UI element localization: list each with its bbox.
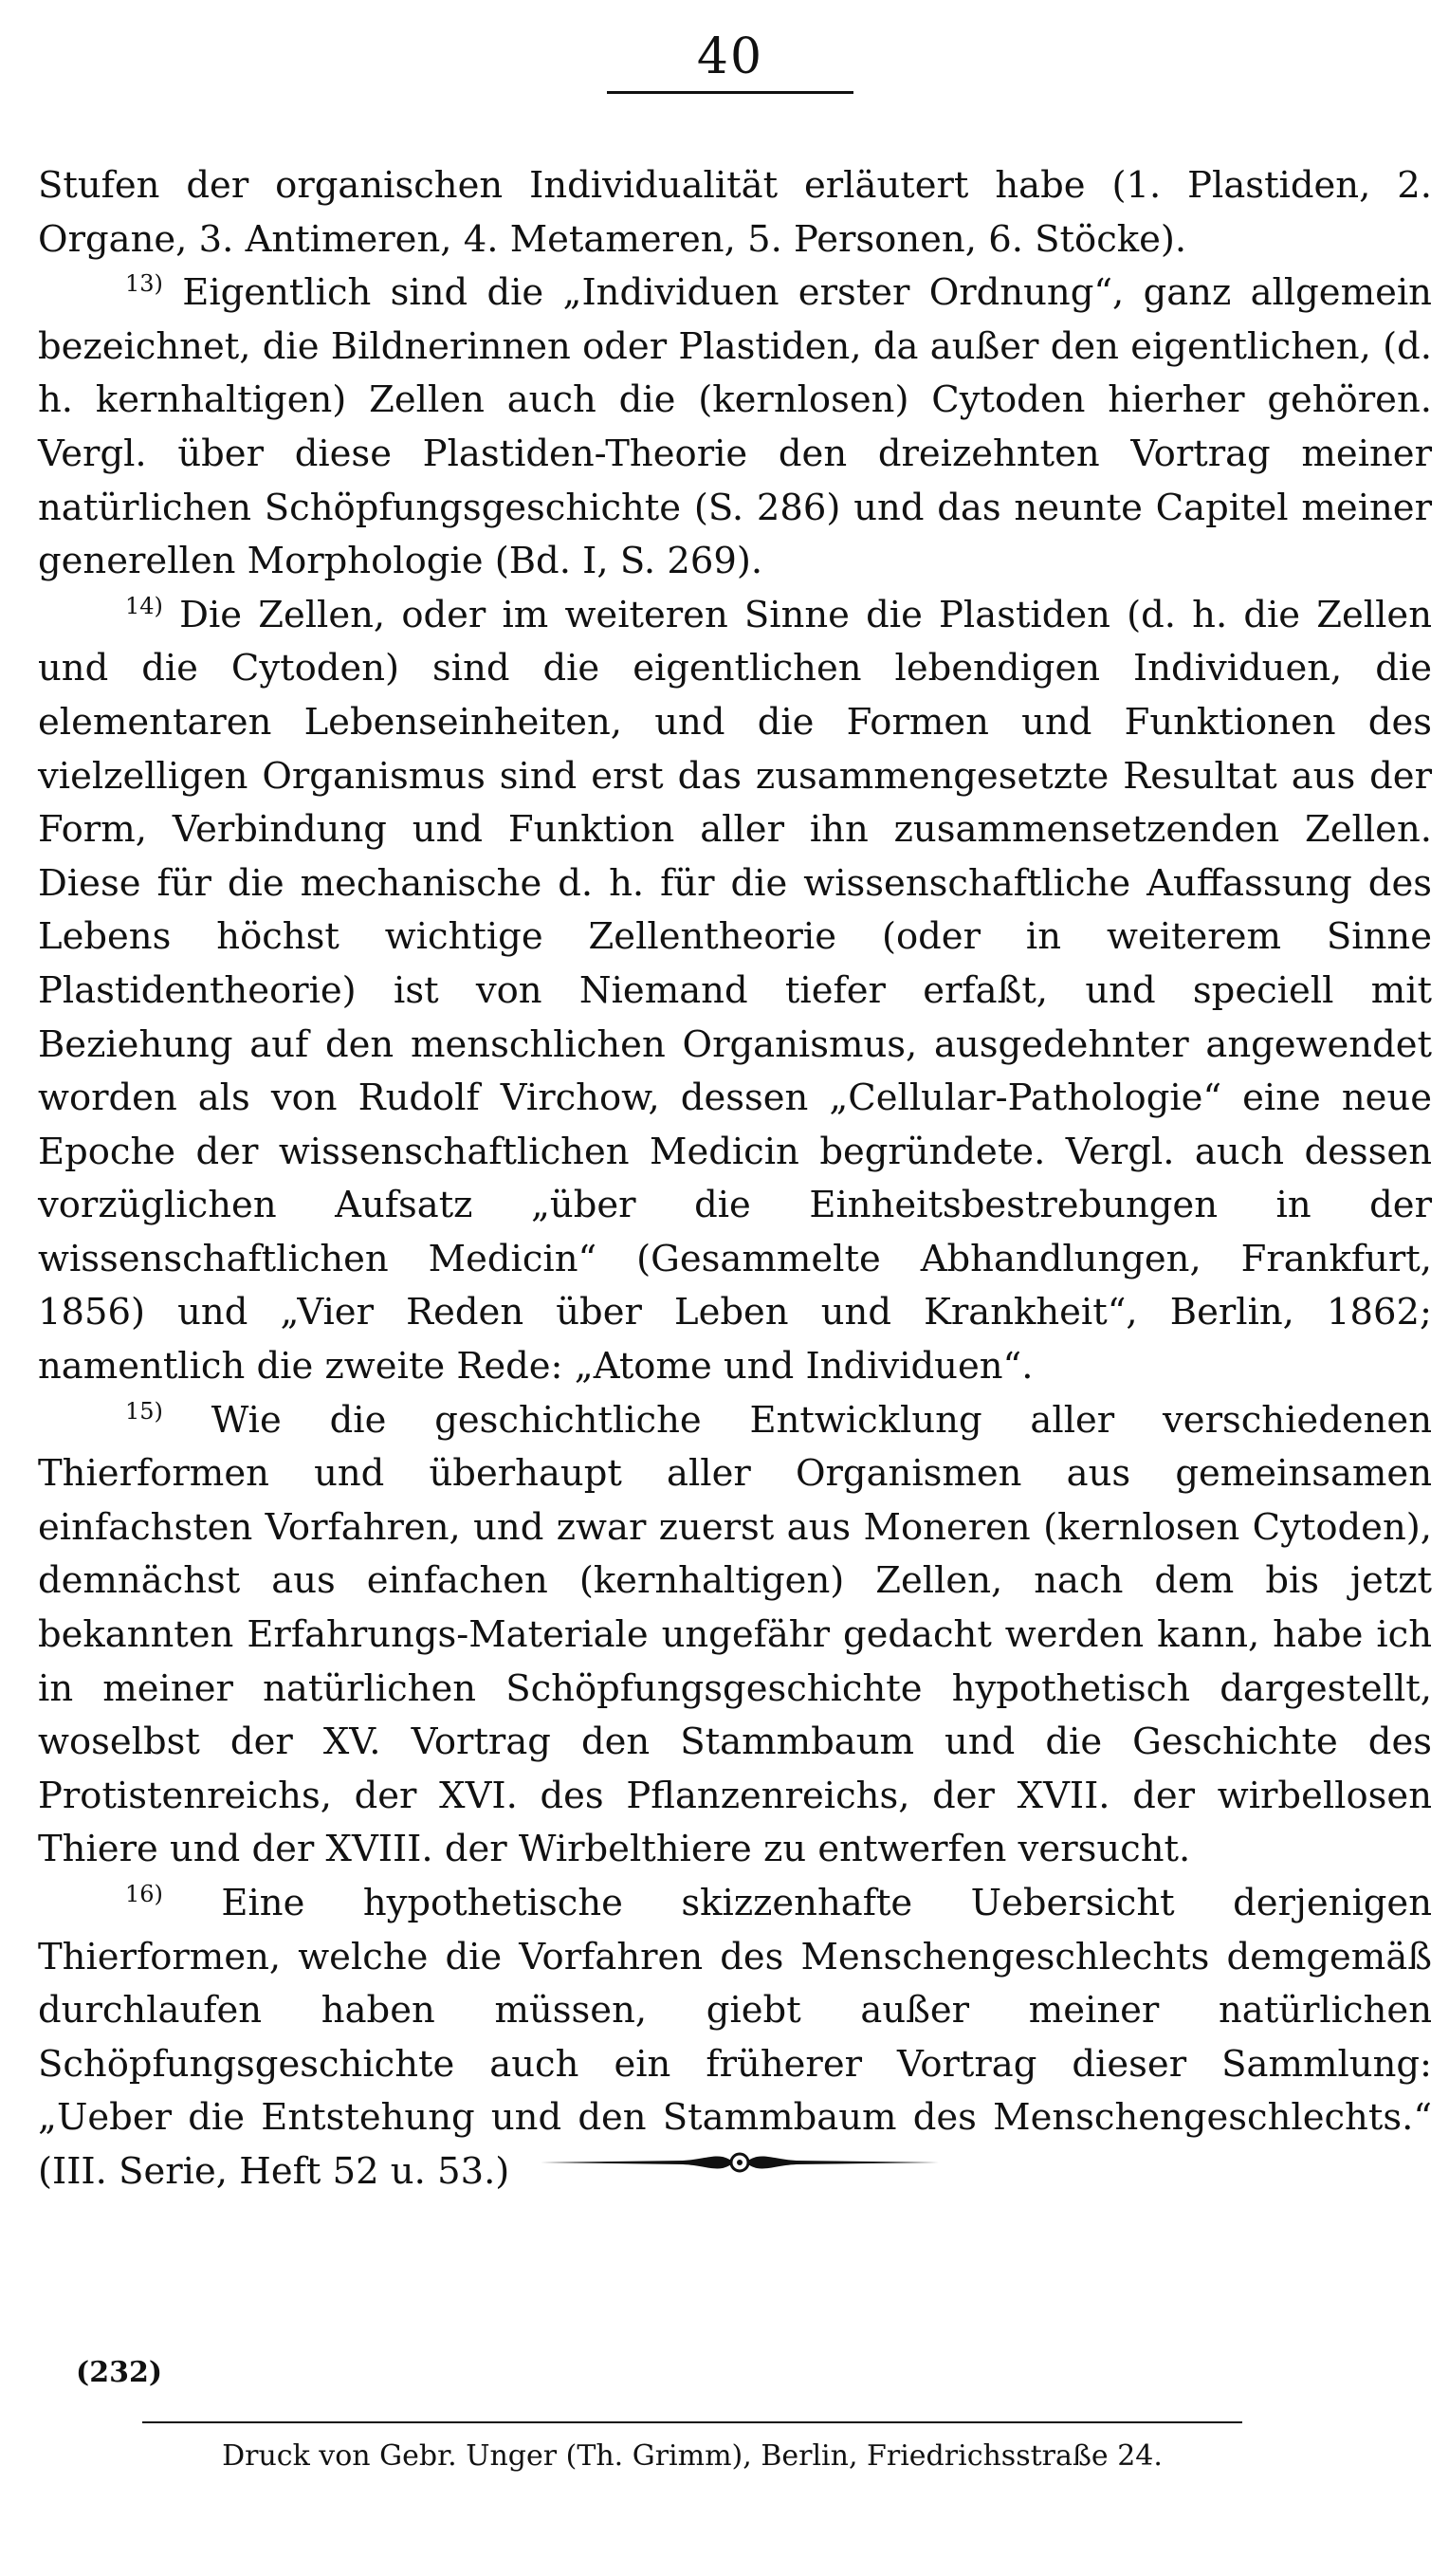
continued-paragraph: Stufen der organischen Individualität erläutert habe (1. Plastiden, 2. Organe, 3. Antimeren, 4. Metameren, 5. Personen, 6. Stöcke). xyxy=(38,164,1432,261)
page-number: 40 xyxy=(696,28,764,85)
end-ornament-icon xyxy=(541,2134,939,2191)
footnote-14 xyxy=(38,589,1432,1394)
printer-imprint: Druck von Gebr. Unger (Th. Grimm), Berlin, Friedrichsstraße 24. xyxy=(222,2439,1163,2473)
footnote-text: Wie die geschichtliche Entwicklung aller verschiedenen Thierformen und überhaupt aller Organismen aus gemeinsamen einfachsten Vorfahren, und zwar zuerst aus Moneren (kernlosen Cytoden), demnächst aus einfachen (kernhaltigen) Zellen, nach dem bis jetzt bekannten Erfahrungs-Materiale ungefähr gedacht werden kann, habe ich in meiner natürlichen Schöpfungsgeschichte hypothetisch dargestellt, woselbst der XV. Vortrag den Stammbaum und die Geschichte des Protistenreichs, der XVI. des Pflanzenreichs, der XVII. der wirbellosen Thiere und der XVIII. der Wirbelthiere zu entwerfen versucht. xyxy=(38,1398,1433,1871)
footnote-15 xyxy=(38,1394,1432,1877)
footer-rule xyxy=(142,2421,1242,2423)
signature-mark: (232) xyxy=(76,2356,163,2389)
footnote-text: Die Zellen, oder im weiteren Sinne die Plastiden (d. h. die Zellen und die Cytoden) sind die eigentlichen lebendigen Individuen, die elementaren Lebenseinheiten, und die Formen und Funktionen des vielzelligen Organismus sind erst das zusammengesetzte Resultat aus der Form, Verbindung und Funktion aller ihn zusammensetzenden Zellen. Diese für die mechanische d. h. für die wissenschaftliche Auffassung des Lebens höchst wichtige Zellentheorie (oder in weiterem Sinne Plastidentheorie) ist von Niemand tiefer erfaßt, und speciell mit Beziehung auf den menschlichen Organismus, ausgedehnter angewendet worden als von Rudolf Virchow, dessen „Cellular-Pathologie“ eine neue Epoche der wissenschaftlichen Medicin begründete. Vergl. auch dessen vorzüglichen Aufsatz „über die Einheitsbestrebungen in der wissenschaftlichen Medicin“ (Gesammelte Abhandlungen, Frankfurt, 1856) und „Vier Reden über Leben und Krankheit“, Berlin, 1862; namentlich die zweite Rede: „Atome und Individuen“. xyxy=(38,593,1432,1389)
footnote-text: Eine hypothetische skizzenhafte Uebersicht derjenigen Thierformen, welche die Vorfahren des Menschengeschlechts demgemäß durchlaufen haben müssen, giebt außer meiner natürlichen Schöpfungsgeschichte auch ein früherer Vortrag dieser Sammlung: „Ueber die Entstehung und den Stammbaum des Menschengeschlechts.“ (III. Serie, Heft 52 u. 53.) xyxy=(38,1882,1432,2193)
header-rule xyxy=(607,91,853,94)
footnote-marker: 14) xyxy=(125,592,163,619)
footnote-text: Eigentlich sind die „Individuen erster Ordnung“, ganz allgemein bezeichnet, die Bildnerinnen oder Plastiden, da außer den eigentlichen, (d. h. kernhaltigen) Zellen auch die (kernlosen) Cytoden hierher gehören. Vergl. über diese Plastiden-Theorie den dreizehnten Vortrag meiner natürlichen Schöpfungsgeschichte (S. 286) und das neunte Capitel meiner generellen Morphologie (Bd. I, S. 269). xyxy=(38,271,1432,583)
footnote-marker: 13) xyxy=(125,270,163,298)
footnote-marker: 15) xyxy=(125,1397,163,1425)
footnote-13 xyxy=(38,267,1432,589)
footnotes-body xyxy=(38,159,1432,2199)
footnote-marker: 16) xyxy=(125,1881,163,1908)
